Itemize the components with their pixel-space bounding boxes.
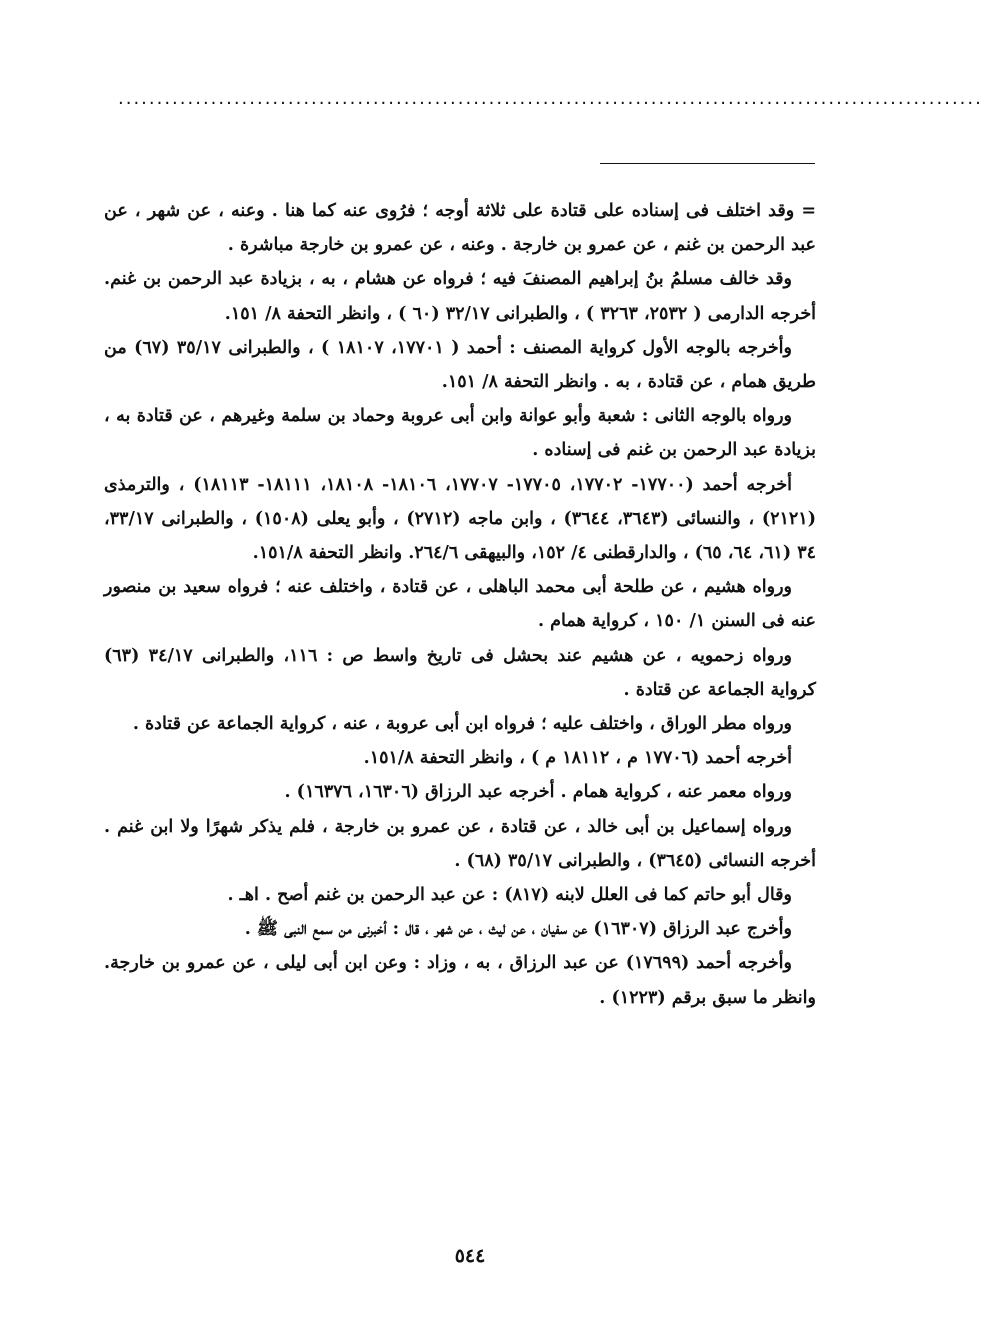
footnote-body — [104, 194, 816, 1015]
footnote-paragraph-13: وأخرج عبد الرزاق (١٦٣٠٧) عن سفيان ، عن ليث ، عن شهر ، قال : أخبرنى من سمع النبى ﷺ . — [244, 919, 792, 940]
footnote-paragraph-12: وقال أبو حاتم كما فى العلل لابنه (٨١٧) : عن عبد الرحمن بن غنم أصح . اهـ . — [227, 885, 792, 906]
footnote-separator-line — [600, 163, 815, 164]
footnote-paragraph-4: ورواه بالوجه الثانى : شعبة وأبو عوانة وابن أبى عروبة وحماد بن سلمة وغيرهم ، عن قتادة به ، بزيادة عبد الرحمن بن غنم فى إسناده . — [104, 406, 816, 461]
footnote-paragraph-11: ورواه إسماعيل بن أبى خالد ، عن قتادة ، عن عمرو بن خارجة ، فلم يذكر شهرًا ولا ابن غنم . أخرجه النسائى (٣٦٤٥) ، والطبرانى ٣٥/١٧ (٦٨) . — [104, 816, 816, 871]
footnote-paragraph-9: أخرجه أحمد (١٧٧٠٦ م ، ١٨١١٢ م ) ، وانظر التحفة ١٥١/٨. — [363, 748, 792, 769]
page-number: ٥٤٤ — [454, 1245, 486, 1267]
footnote-paragraph-10: ورواه معمر عنه ، كرواية همام . أخرجه عبد الرزاق (١٦٣٠٦، ١٦٣٧٦) . — [284, 782, 792, 803]
footnote-paragraph-8: ورواه مطر الوراق ، واختلف عليه ؛ فرواه ابن أبى عروبة ، عنه ، كرواية الجماعة عن قتادة . — [132, 714, 792, 735]
footnote-paragraph-14: وأخرجه أحمد (١٧٦٩٩) عن عبد الرزاق ، به ، وزاد : وعن ابن أبى ليلى ، عن عمرو بن خارجة. وانظر ما سبق برقم (١٢٢٣) . — [104, 953, 816, 1008]
footnote-paragraph-2: وقد خالف مسلمُ بنُ إبراهيم المصنفَ فيه ؛ فرواه عن هشام ، به ، بزيادة عبد الرحمن بن غنم. أخرجه الدارمى ( ٢٥٣٢، ٣٢٦٣ ) ، والطبرانى ٣٢/١٧ (٦٠ ) ، وانظر التحفة ٨/ ١٥١. — [104, 269, 816, 324]
footnote-paragraph-3: وأخرجه بالوجه الأول كرواية المصنف : أحمد ( ١٧٧٠١، ١٨١٠٧ ) ، والطبرانى ٣٥/١٧ (٦٧) من طريق همام ، عن قتادة ، به . وانظر التحفة ٨/ ١٥١. — [104, 337, 816, 393]
footnote-paragraph-7: ورواه زحمويه ، عن هشيم عند بحشل فى تاريخ واسط ص : ١١٦، والطبرانى ٣٤/١٧ (٦٣) كرواية الجماعة عن قتادة . — [104, 645, 816, 700]
dotted-separator: ................................................................................................................ — [118, 88, 983, 109]
footnote-paragraph-6: ورواه هشيم ، عن طلحة أبى محمد الباهلى ، عن قتادة ، واختلف عنه ؛ فرواه سعيد بن منصور عنه فى السنن ١/ ١٥٠ ، كرواية همام . — [104, 577, 816, 632]
footnote-paragraph-1: = وقد اختلف فى إسناده على قتادة على ثلاثة أوجه ؛ فرُوى عنه كما هنا . وعنه ، عن شهر ، عن عبد الرحمن بن غنم ، عن عمرو بن خارجة . وعنه ، عن عمرو بن خارجة مباشرة . — [104, 201, 816, 256]
footnote-paragraph-5: أخرجه أحمد (١٧٧٠٠- ١٧٧٠٢، ١٧٧٠٥- ١٧٧٠٧، ١٨١٠٦- ١٨١٠٨، ١٨١١١- ١٨١١٣) ، والترمذى (٢١٢١) ، والنسائى (٣٦٤٣، ٣٦٤٤) ، وابن ماجه (٢٧١٢) ، وأبو يعلى (١٥٠٨) ، والطبرانى ٣٣/١٧، ٣٤ (٦١، ٦٤، ٦٥) ، والدارقطنى ٤/ ١٥٢، والبيهقى ٢٦٤/٦. وانظر التحفة ١٥١/٨. — [104, 474, 816, 564]
